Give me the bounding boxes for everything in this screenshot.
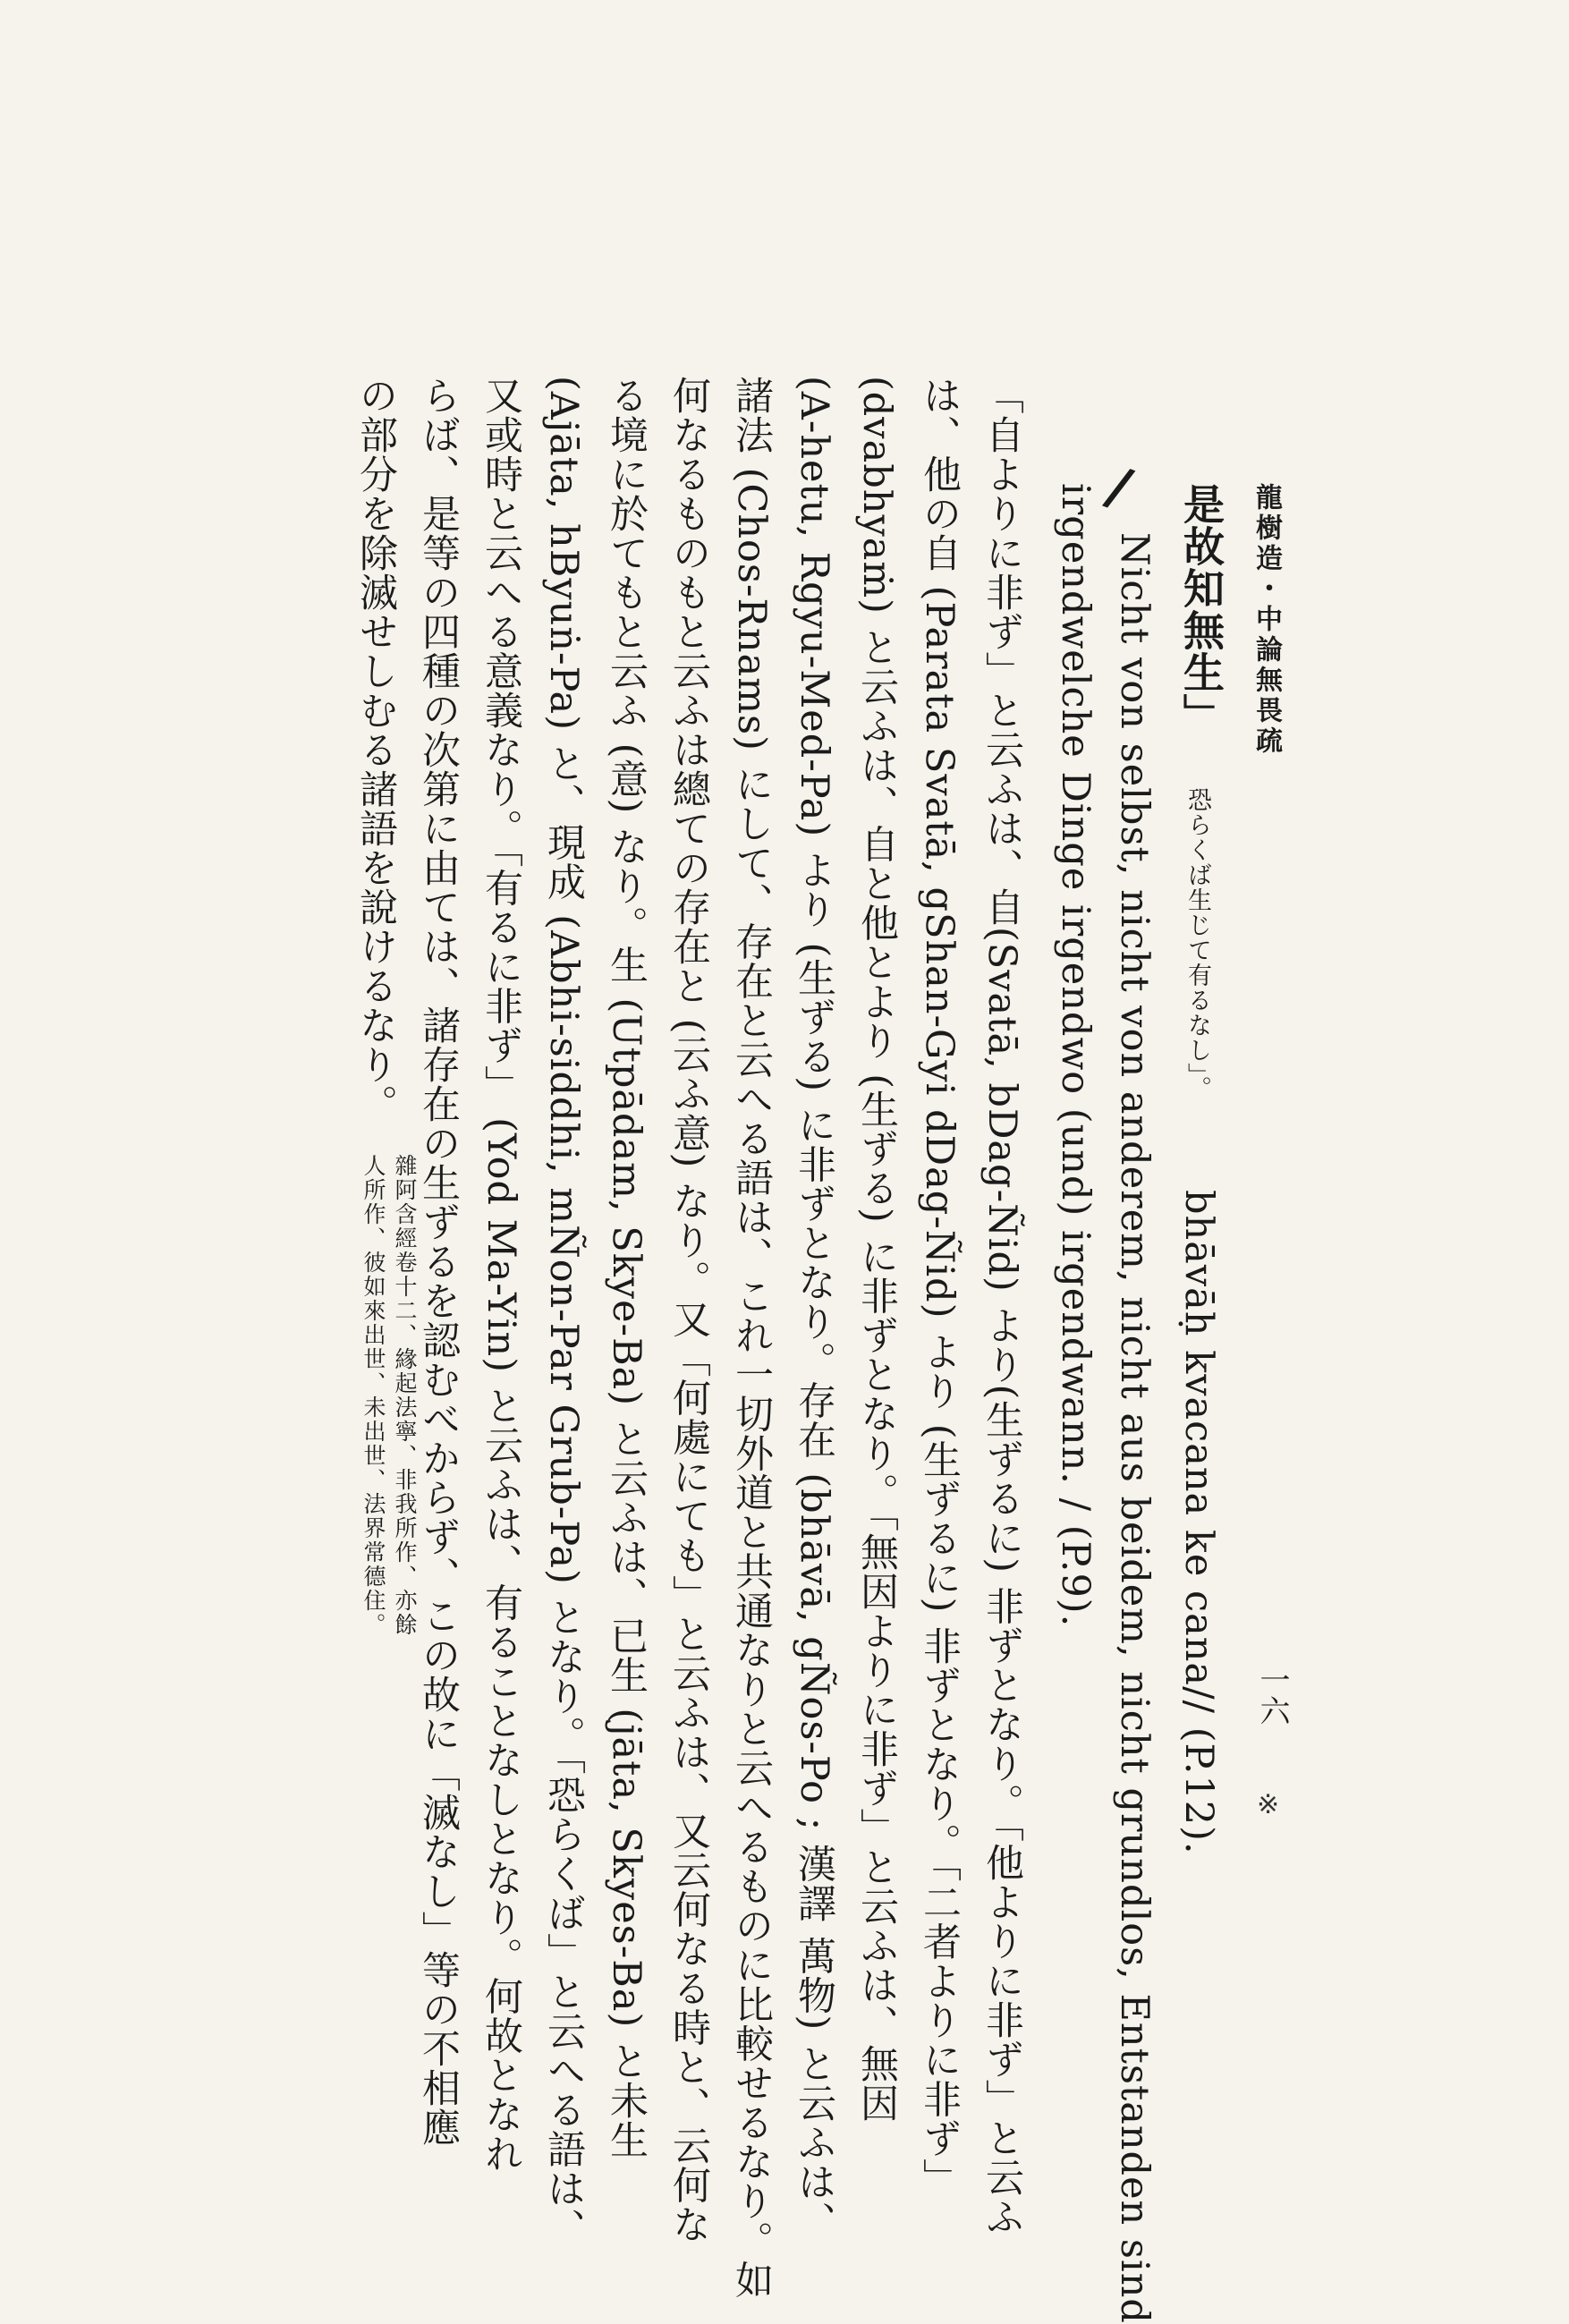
- page-number: 一六: [1254, 1664, 1290, 1726]
- body-line: 「自よりに非ず」と云ふは、自(Svatā, bDag-Ñid) より(生ずるに) 非ずとなり。「他よりに非ず」と云ふ: [980, 376, 1024, 2237]
- verse-line: 是故知無生」: [1177, 483, 1226, 735]
- slash-marker: /: [1098, 454, 1140, 521]
- german-translation-line: irgendwelche Dinge irgendwo (und) irgendwann. / (P.9).: [1053, 483, 1098, 1628]
- body-line: (dvabhyaṁ) と云ふは、自と他とより (生ずる) に非ずとなり。「無因よりに非ず」と云ふは、無因: [854, 376, 899, 2123]
- body-line: 又或時と云へる意義なり。「有るに非ず」 (Yod Ma-Yin) と云ふは、有ることなしとなり。何故となれ: [479, 376, 523, 2174]
- footnote-line: 人所作、彼如來出世、未出世、法界常德住。: [360, 1154, 386, 1637]
- body-line: (A-hetu, Rgyu-Med-Pa) より (生ずる) に非ずとなり。存在 (bhāvā, gÑos-Po ; 漢譯 萬物) と云ふは、: [792, 376, 836, 2241]
- body-line: 何なるものもと云ふは總ての存在と (云ふ意) なり。又「何處にても」と云ふは、又云何なる時と、云何な: [666, 376, 711, 2244]
- body-line: 諸法 (Chos-Rnams) にして、存在と云へる語は、これ一切外道と共通なりと云へるものに比較せるなり。如: [729, 376, 774, 2300]
- body-line: は、他の自 (Parata Svatā, gShan-Gyi dDag-Ñid) より (生ずるに) 非ずとなり。「二者よりに非ず」: [917, 376, 962, 2198]
- running-title: 龍樹造・中論無畏疏: [1251, 483, 1282, 757]
- german-translation-line: Nicht von selbst, nicht von anderem, nicht aus beidem, nicht grundlos, Entstanden sind: [1112, 532, 1157, 2324]
- body-line: (Ajāta, hByuṅ-Pa) と、現成 (Abhi-siddhi, mÑon-Par Grub-Pa) となり。「恐らくば」と云へる語は、: [541, 376, 586, 2248]
- verse-gloss: 恐らくば生じて有るなし」。: [1183, 787, 1211, 1101]
- footnote-line: 雜阿含經卷十二、緣起法寧、非我所作、亦餘: [392, 1154, 418, 1637]
- body-line: の部分を除滅せしむる諸語を說けるなり。: [353, 376, 398, 1124]
- body-line: らば、是等の四種の次第に由ては、諸存在の生ずるを認むべからず、この故に「滅なし」等の不相應: [416, 376, 461, 2147]
- sanskrit-verse: bhāvāḥ kvacana ke cana// (P.12).: [1176, 1190, 1221, 1855]
- ink-mark-icon: ※: [1257, 1789, 1280, 1820]
- body-line: る境に於てもと云ふ (意) なり。生 (Utpādam, Skye-Ba) と云ふは、已生 (jāta, Skyes-Ba) と未生: [604, 376, 649, 2159]
